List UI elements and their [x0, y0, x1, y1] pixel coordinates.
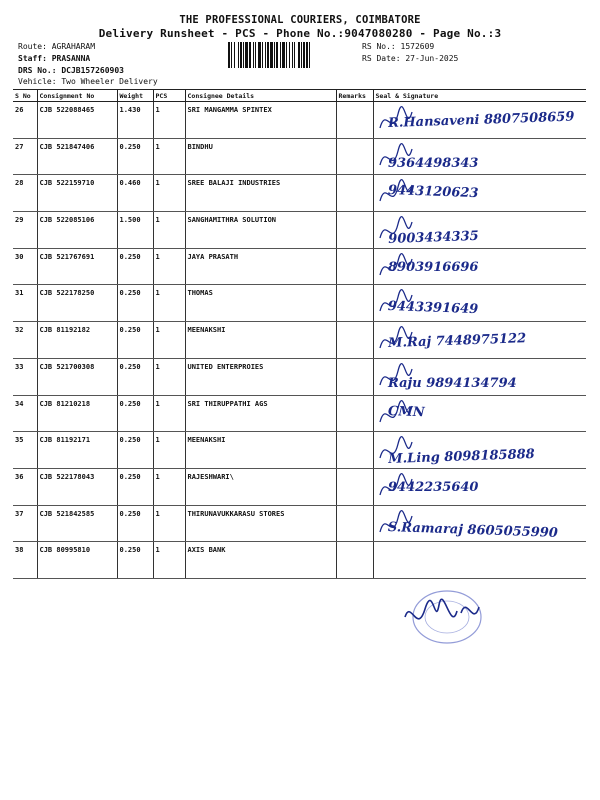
row-sno: 29 — [13, 212, 37, 249]
signature-text: Raju 9894134794 — [387, 375, 517, 391]
row-weight: 0.250 — [117, 395, 153, 432]
runsheet-title: Delivery Runsheet - PCS - Phone No.:9047080280 - Page No.:3 — [98, 27, 502, 40]
row-pcs: 1 — [153, 285, 185, 322]
col-consignment: Consignment No — [37, 90, 117, 102]
row-consignment-no: CJB 81210218 — [37, 395, 117, 432]
row-sno: 34 — [13, 395, 37, 432]
handwritten-signature — [374, 505, 587, 542]
row-weight: 0.460 — [117, 175, 153, 212]
handwritten-signature — [374, 175, 587, 212]
col-remarks: Remarks — [336, 90, 373, 102]
row-pcs: 1 — [153, 138, 185, 175]
row-sno: 28 — [13, 175, 37, 212]
handwritten-signature — [374, 212, 587, 249]
row-consignment-no: CJB 81192182 — [37, 322, 117, 359]
row-pcs: 1 — [153, 248, 185, 285]
route-label: Route: AGRAHARAM — [18, 42, 96, 51]
row-consignment-no: CJB 522159710 — [37, 175, 117, 212]
handwritten-signature — [374, 432, 587, 469]
row-weight: 0.250 — [117, 138, 153, 175]
company-seal-stamp — [397, 587, 492, 647]
handwritten-signature — [374, 395, 587, 432]
row-weight: 0.250 — [117, 432, 153, 469]
table-row — [13, 432, 586, 469]
signature-text: 8903916696 — [387, 259, 478, 275]
table-header-row — [13, 90, 586, 102]
table-row — [13, 358, 586, 395]
row-weight: 0.250 — [117, 542, 153, 579]
table-row — [13, 102, 586, 139]
row-signature — [373, 358, 586, 395]
row-consignment-no: CJB 521842585 — [37, 505, 117, 542]
signature-text: M.Ling 8098185888 — [387, 447, 535, 468]
handwritten-signature — [374, 358, 587, 395]
handwritten-signature — [374, 285, 587, 322]
table-row — [13, 468, 586, 505]
row-pcs: 1 — [153, 212, 185, 249]
row-remarks — [336, 212, 373, 249]
row-consignee: UNITED ENTERPROIES — [185, 358, 336, 395]
table-row — [13, 505, 586, 542]
row-sno: 37 — [13, 505, 37, 542]
table-row — [13, 395, 586, 432]
row-weight: 0.250 — [117, 468, 153, 505]
row-consignee: SANGHAMITHRA SOLUTION — [185, 212, 336, 249]
handwritten-signature — [374, 468, 587, 505]
col-sno: S No — [13, 90, 37, 102]
row-signature — [373, 468, 586, 505]
row-consignee: RAJESHWARI\ — [185, 468, 336, 505]
row-consignment-no: CJB 80995810 — [37, 542, 117, 579]
row-remarks — [336, 175, 373, 212]
row-remarks — [336, 322, 373, 359]
row-pcs: 1 — [153, 432, 185, 469]
row-remarks — [336, 358, 373, 395]
row-pcs: 1 — [153, 468, 185, 505]
row-signature — [373, 175, 586, 212]
row-consignee: THIRUNAVUKKARASU STORES — [185, 505, 336, 542]
signature-text: 9003434335 — [387, 228, 479, 248]
row-signature — [373, 542, 586, 579]
col-consignee: Consignee Details — [185, 90, 336, 102]
signature-text: 9443391649 — [387, 299, 479, 318]
table-row — [13, 175, 586, 212]
row-consignment-no: CJB 521700308 — [37, 358, 117, 395]
table-row — [13, 285, 586, 322]
row-signature — [373, 395, 586, 432]
company-title: THE PROFESSIONAL COURIERS, COIMBATORE — [179, 14, 421, 26]
row-sno: 33 — [13, 358, 37, 395]
row-signature — [373, 102, 586, 139]
col-weight: Weight — [117, 90, 153, 102]
handwritten-signature — [374, 248, 587, 285]
row-weight: 0.250 — [117, 285, 153, 322]
row-signature — [373, 285, 586, 322]
row-consignee: MEENAKSHI — [185, 322, 336, 359]
table-row — [13, 138, 586, 175]
row-weight: 0.250 — [117, 322, 153, 359]
row-remarks — [336, 505, 373, 542]
row-signature — [373, 138, 586, 175]
row-consignee: JAYA PRASATH — [185, 248, 336, 285]
handwritten-signature — [374, 138, 587, 175]
row-remarks — [336, 432, 373, 469]
row-consignment-no: CJB 522178043 — [37, 468, 117, 505]
row-sno: 35 — [13, 432, 37, 469]
signature-text: 9442235640 — [387, 479, 478, 495]
row-signature — [373, 212, 586, 249]
row-consignment-no: CJB 522088465 — [37, 102, 117, 139]
table-row — [13, 322, 586, 359]
row-consignment-no: CJB 522085106 — [37, 212, 117, 249]
row-sno: 32 — [13, 322, 37, 359]
row-weight: 0.250 — [117, 358, 153, 395]
row-consignment-no: CJB 521767691 — [37, 248, 117, 285]
row-sno: 30 — [13, 248, 37, 285]
row-remarks — [336, 395, 373, 432]
row-consignee: AXIS BANK — [185, 542, 336, 579]
row-sno: 26 — [13, 102, 37, 139]
row-consignee: SREE BALAJI INDUSTRIES — [185, 175, 336, 212]
col-signature: Seal & Signature — [373, 90, 586, 102]
rs-date: RS Date: 27-Jun-2025 — [362, 54, 459, 63]
row-weight: 0.250 — [117, 505, 153, 542]
row-consignee: THOMAS — [185, 285, 336, 322]
table-row — [13, 248, 586, 285]
row-signature — [373, 432, 586, 469]
row-signature — [373, 505, 586, 542]
handwritten-signature — [374, 322, 587, 359]
staff-label: Staff: PRASANNA — [18, 54, 91, 63]
row-sno: 38 — [13, 542, 37, 579]
row-consignee: MEENAKSHI — [185, 432, 336, 469]
row-remarks — [336, 248, 373, 285]
signature-text: M.Raj 7448975122 — [387, 331, 526, 352]
row-remarks — [336, 102, 373, 139]
row-consignee: SRI MANGAMMA SPINTEX — [185, 102, 336, 139]
row-pcs: 1 — [153, 542, 185, 579]
table-row — [13, 542, 586, 579]
signature-text: CMN — [387, 403, 425, 420]
row-remarks — [336, 285, 373, 322]
signature-text: 9364498343 — [387, 155, 478, 171]
row-pcs: 1 — [153, 102, 185, 139]
row-remarks — [336, 542, 373, 579]
row-pcs: 1 — [153, 358, 185, 395]
drs-label: DRS No.: DCJB157260903 — [18, 66, 124, 75]
row-pcs: 1 — [153, 505, 185, 542]
row-remarks — [336, 468, 373, 505]
row-weight: 1.500 — [117, 212, 153, 249]
row-pcs: 1 — [153, 322, 185, 359]
signature-text: R.Hansaveni 8807508659 — [387, 109, 575, 131]
row-sno: 27 — [13, 138, 37, 175]
row-consignee: SRI THIRUPPATHI AGS — [185, 395, 336, 432]
row-sno: 31 — [13, 285, 37, 322]
vehicle-label: Vehicle: Two Wheeler Delivery — [18, 77, 158, 86]
handwritten-signature — [374, 102, 587, 139]
row-signature — [373, 248, 586, 285]
row-consignee: BINDHU — [185, 138, 336, 175]
table-row — [13, 212, 586, 249]
signature-text: 9443120623 — [387, 183, 479, 202]
runsheet-table — [13, 89, 586, 579]
row-pcs: 1 — [153, 395, 185, 432]
signature-text: S.Ramaraj 8605055990 — [387, 519, 558, 541]
barcode-image — [228, 42, 353, 68]
rs-number: RS No.: 1572609 — [362, 42, 435, 51]
row-consignment-no: CJB 522178250 — [37, 285, 117, 322]
row-weight: 1.430 — [117, 102, 153, 139]
row-pcs: 1 — [153, 175, 185, 212]
row-weight: 0.250 — [117, 248, 153, 285]
col-pcs: PCS — [153, 90, 185, 102]
row-sno: 36 — [13, 468, 37, 505]
row-consignment-no: CJB 81192171 — [37, 432, 117, 469]
row-consignment-no: CJB 521847406 — [37, 138, 117, 175]
row-remarks — [336, 138, 373, 175]
row-signature — [373, 322, 586, 359]
